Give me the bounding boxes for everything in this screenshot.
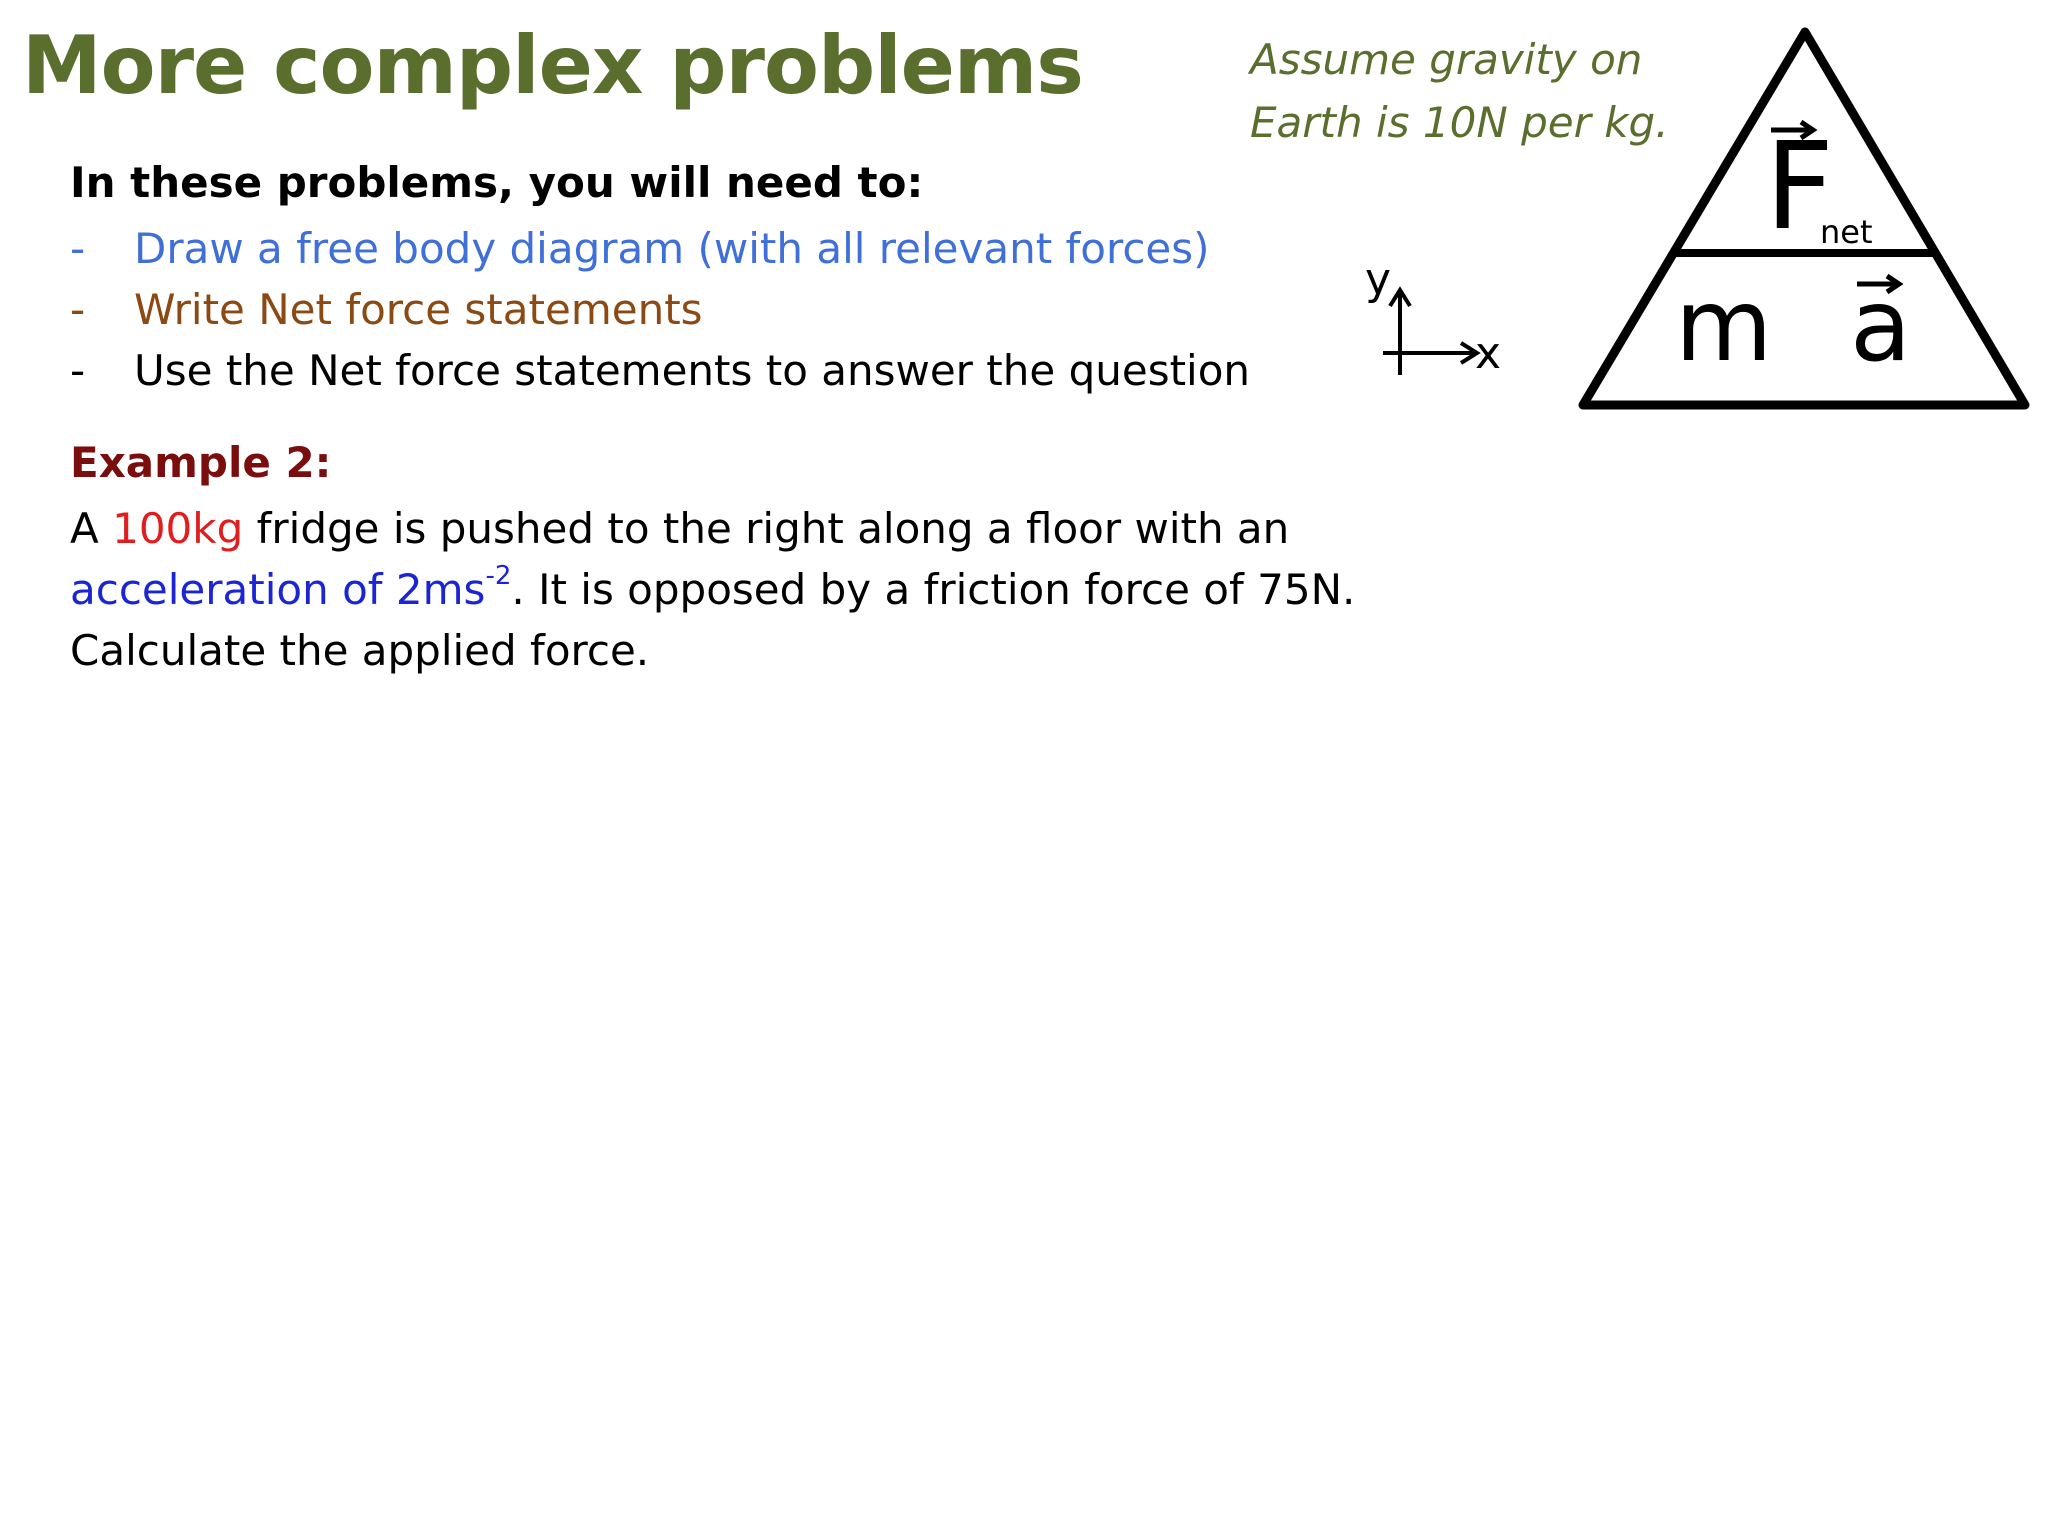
- acceleration-exponent: -2: [485, 561, 512, 591]
- intro-heading: In these problems, you will need to:: [70, 158, 924, 207]
- example-line-1-prefix: A: [70, 504, 113, 553]
- example-heading: Example 2:: [70, 438, 332, 487]
- gravity-note-line-2: Earth is 10N per kg.: [1250, 98, 1669, 147]
- example-line-1: [70, 498, 1355, 559]
- slide-title: More complex problems: [22, 19, 1083, 112]
- x-axis-label: x: [1475, 328, 1502, 379]
- bullet-dash: -: [70, 224, 86, 273]
- example-problem-text: [70, 498, 1355, 681]
- acceleration-value: [70, 561, 512, 614]
- formula-force: F: [1765, 118, 1835, 257]
- bullet-dash: -: [70, 285, 86, 334]
- bullet-dash: -: [70, 346, 86, 395]
- gravity-note-line-1: Assume gravity on: [1250, 35, 1643, 84]
- example-line-1-suffix: fridge is pushed to the right along a floor with an: [243, 504, 1290, 553]
- coordinate-axes: [1355, 250, 1515, 390]
- formula-mass: m: [1675, 267, 1773, 384]
- y-axis-label: y: [1365, 254, 1392, 305]
- formula-triangle: [1575, 20, 2035, 412]
- formula-acceleration: a: [1850, 267, 1912, 384]
- step-text: Write Net force statements: [134, 285, 703, 334]
- example-line-3: Calculate the applied force.: [70, 626, 650, 675]
- mass-value: 100kg: [112, 504, 244, 553]
- step-text: Draw a free body diagram (with all relevant forces): [134, 224, 1210, 273]
- step-text: Use the Net force statements to answer the question: [134, 346, 1251, 395]
- formula-force-subscript: net: [1820, 213, 1873, 251]
- example-line-2: [70, 559, 1355, 620]
- acceleration-text: acceleration of 2ms: [70, 565, 486, 614]
- example-line-2-suffix: . It is opposed by a friction force of 75N.: [511, 565, 1356, 614]
